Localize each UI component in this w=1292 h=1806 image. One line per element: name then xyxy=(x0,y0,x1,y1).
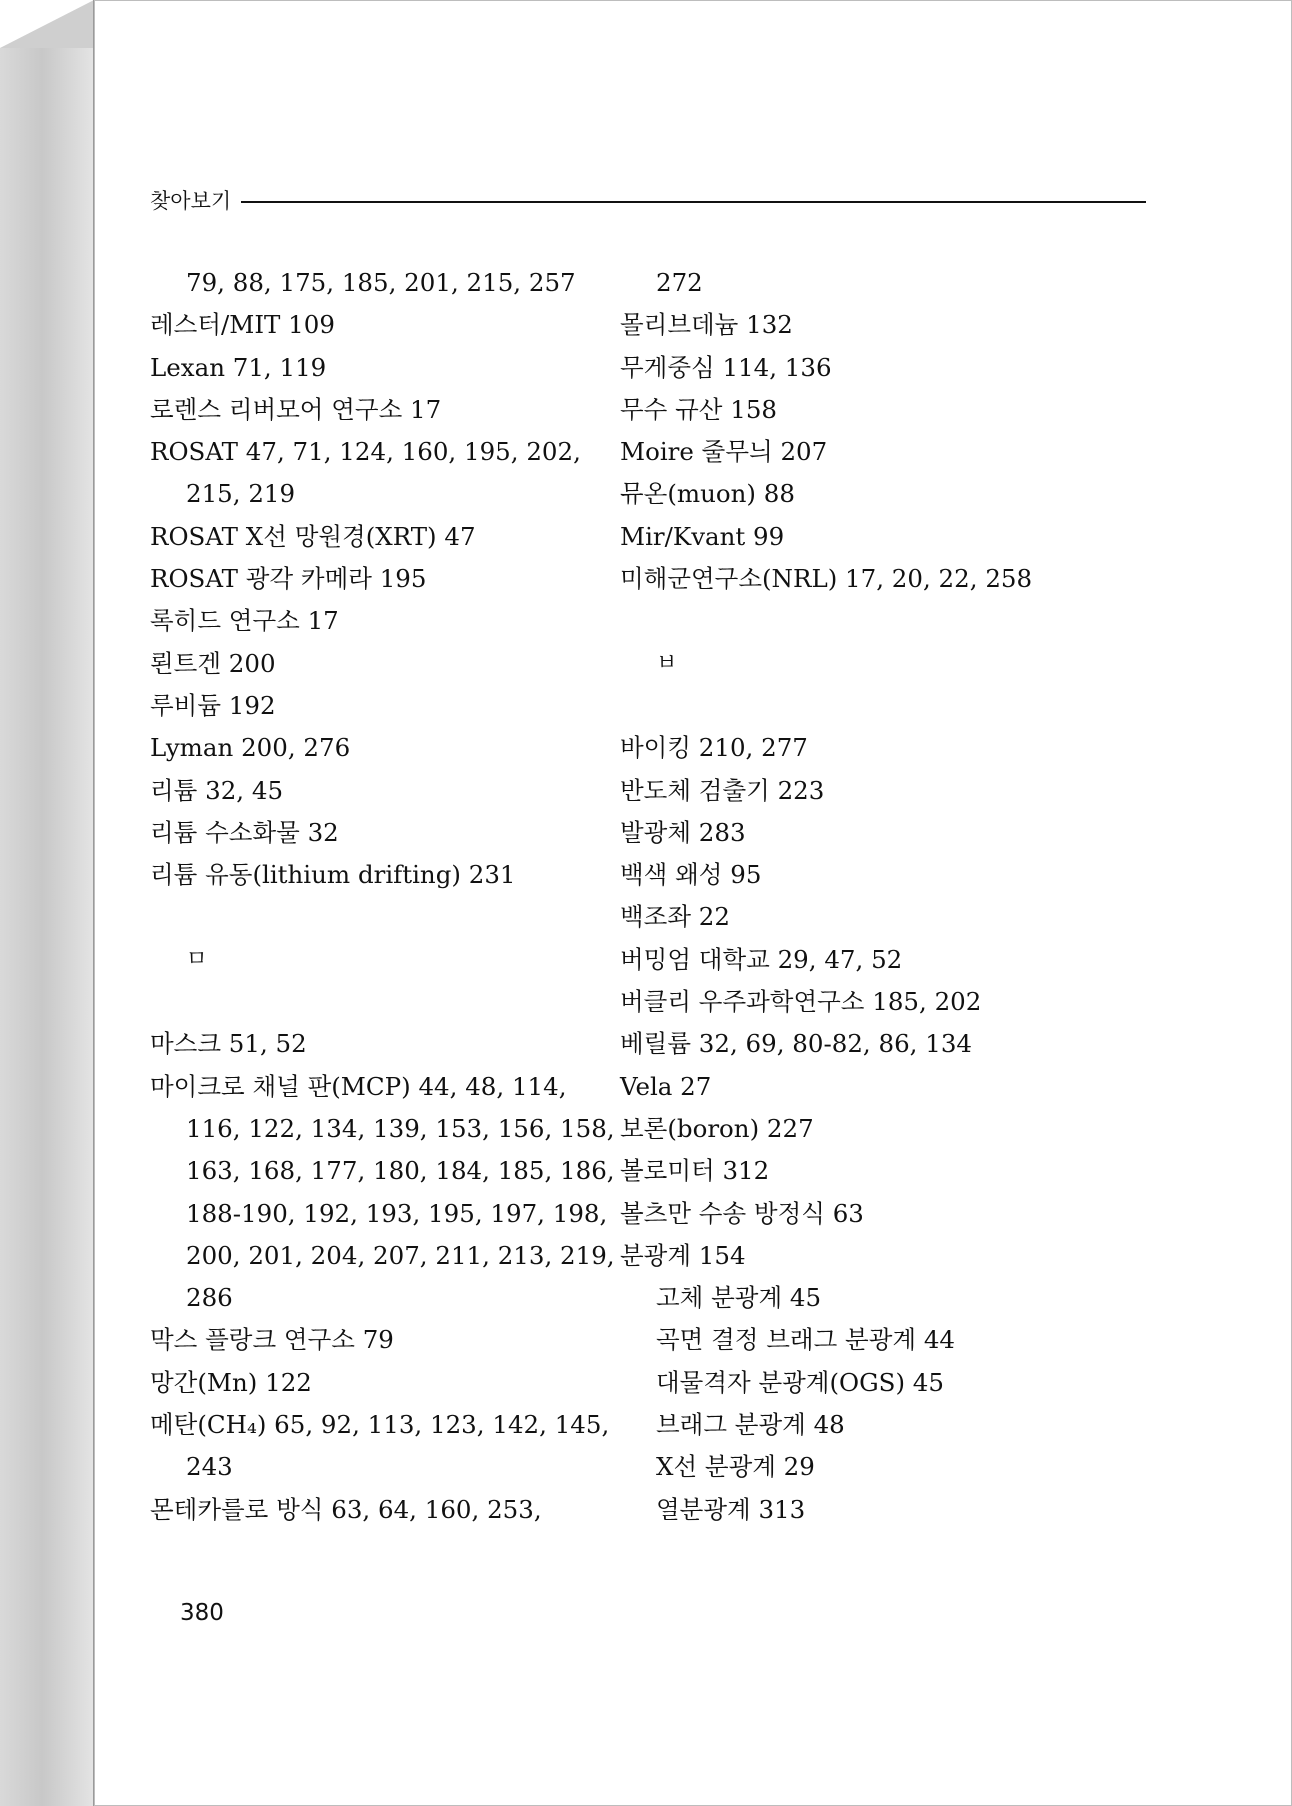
index-entry-continuation: 116, 122, 134, 139, 153, 156, 158, xyxy=(186,1113,615,1143)
book-spine xyxy=(0,48,94,1806)
header-rule xyxy=(241,201,1146,203)
index-entry-continuation: 200, 201, 204, 207, 211, 213, 219, xyxy=(186,1240,615,1270)
index-entry: 백조좌 22 xyxy=(620,902,730,932)
index-entry: 리튬 유동(lithium drifting) 231 xyxy=(150,860,516,890)
index-entry: 레스터/MIT 109 xyxy=(150,310,335,340)
index-entry: 볼로미터 312 xyxy=(620,1156,770,1186)
index-entry-continuation: 79, 88, 175, 185, 201, 215, 257 xyxy=(186,268,576,297)
index-entry: 마스크 51, 52 xyxy=(150,1029,307,1059)
index-subentry: 브래그 분광계 48 xyxy=(656,1410,845,1440)
index-entry: ROSAT X선 망원경(XRT) 47 xyxy=(150,521,476,551)
header-title: 찾아보기 xyxy=(150,189,232,213)
section-letter: ㅂ xyxy=(656,650,678,676)
index-entry: 베릴륨 32, 69, 80-82, 86, 134 xyxy=(620,1029,973,1059)
index-entry: Lexan 71, 119 xyxy=(150,352,327,382)
index-subentry: 고체 분광계 45 xyxy=(656,1283,822,1313)
page-number: 380 xyxy=(180,1600,224,1626)
book-spine-top xyxy=(0,0,94,48)
index-entry-continuation: 188-190, 192, 193, 195, 197, 198, xyxy=(186,1198,608,1228)
index-entry-continuation: 215, 219 xyxy=(186,479,296,509)
index-entry: Vela 27 xyxy=(620,1071,712,1101)
index-entry: 메탄(CH₄) 65, 92, 113, 123, 142, 145, xyxy=(150,1410,610,1440)
index-entry: 볼츠만 수송 방정식 63 xyxy=(620,1198,864,1228)
index-entry-continuation: 272 xyxy=(656,268,703,297)
index-entry: Mir/Kvant 99 xyxy=(620,521,785,551)
index-entry: Lyman 200, 276 xyxy=(150,733,351,763)
index-entry: 뮤온(muon) 88 xyxy=(620,479,795,509)
index-subentry: X선 분광계 29 xyxy=(656,1452,815,1482)
index-entry: 마이크로 채널 판(MCP) 44, 48, 114, xyxy=(150,1071,567,1101)
index-entry: 로렌스 리버모어 연구소 17 xyxy=(150,394,442,424)
section-spacer xyxy=(150,981,620,1023)
index-entry: 루비듐 192 xyxy=(150,690,276,720)
index-entry: 망간(Mn) 122 xyxy=(150,1367,312,1397)
index-entry: 버클리 우주과학연구소 185, 202 xyxy=(620,987,982,1017)
index-entry: 리튬 32, 45 xyxy=(150,775,284,805)
index-entry: 보론(boron) 227 xyxy=(620,1113,814,1143)
index-entry: Moire 줄무늬 207 xyxy=(620,437,828,467)
section-spacer xyxy=(620,600,1160,642)
index-entry: ROSAT 광각 카메라 195 xyxy=(150,564,427,594)
index-entry-continuation: 163, 168, 177, 180, 184, 185, 186, xyxy=(186,1156,615,1186)
index-entry: ROSAT 47, 71, 124, 160, 195, 202, xyxy=(150,437,581,467)
index-entry-continuation: 243 xyxy=(186,1452,233,1482)
index-entry: 무게중심 114, 136 xyxy=(620,352,832,382)
index-entry: 뢴트겐 200 xyxy=(150,648,276,678)
index-entry: 버밍엄 대학교 29, 47, 52 xyxy=(620,944,903,974)
index-subentry: 열분광계 313 xyxy=(656,1494,806,1524)
section-spacer xyxy=(150,896,620,938)
index-entry: 무수 규산 158 xyxy=(620,394,778,424)
index-entry: 록히드 연구소 17 xyxy=(150,606,339,636)
index-entry: 몰리브데늄 132 xyxy=(620,310,793,340)
index-entry: 막스 플랑크 연구소 79 xyxy=(150,1325,394,1355)
section-letter: ㅁ xyxy=(186,946,208,972)
index-entry: 리튬 수소화물 32 xyxy=(150,817,339,847)
index-column-left xyxy=(150,262,620,1531)
index-entry: 백색 왜성 95 xyxy=(620,860,762,890)
section-spacer xyxy=(620,685,1160,727)
index-entry: 몬테카를로 방식 63, 64, 160, 253, xyxy=(150,1494,542,1524)
index-entry: 바이킹 210, 277 xyxy=(620,733,808,763)
index-subentry: 곡면 결정 브래그 분광계 44 xyxy=(656,1325,955,1355)
index-entry: 미해군연구소(NRL) 17, 20, 22, 258 xyxy=(620,564,1033,594)
index-entry: 분광계 154 xyxy=(620,1240,746,1270)
running-header xyxy=(150,182,1146,218)
index-entry: 발광체 283 xyxy=(620,817,746,847)
index-column-right xyxy=(620,262,1160,1531)
index-entry: 반도체 검출기 223 xyxy=(620,775,825,805)
index-entry-continuation: 286 xyxy=(186,1283,233,1313)
index-subentry: 대물격자 분광계(OGS) 45 xyxy=(656,1367,944,1397)
